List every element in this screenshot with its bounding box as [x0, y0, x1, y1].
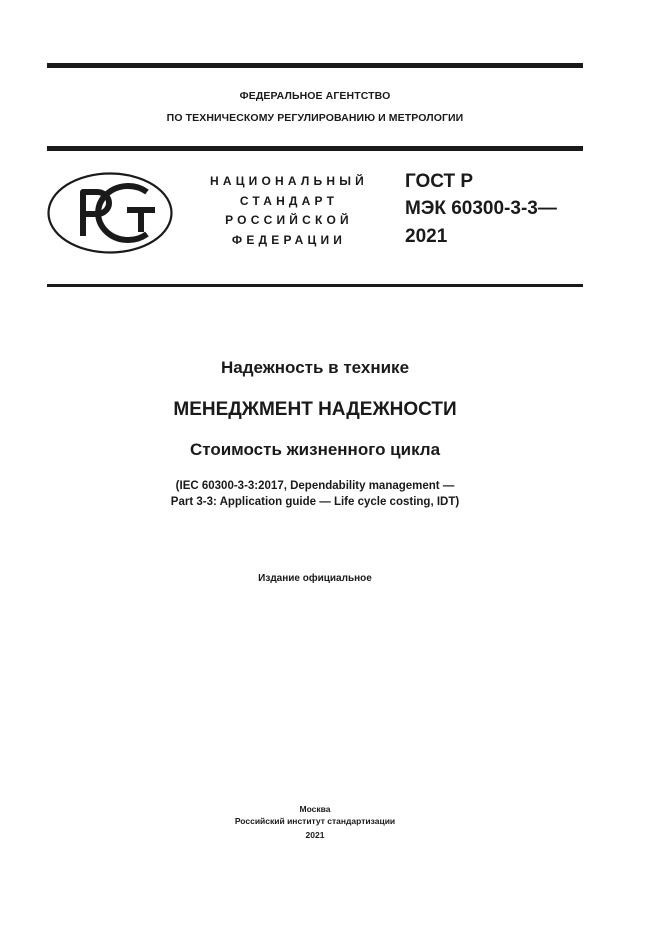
top-rule [47, 63, 583, 68]
middle-rule [47, 146, 583, 151]
publisher-city: Москва [299, 804, 331, 814]
national-standard-line-3: РОССИЙСКОЙ [225, 213, 353, 227]
agency-line-1: ФЕДЕРАЛЬНОЕ АГЕНТСТВО [239, 90, 391, 102]
sub-title: Стоимость жизненного цикла [189, 440, 441, 459]
agency-line-2: ПО ТЕХНИЧЕСКОМУ РЕГУЛИРОВАНИЮ И МЕТРОЛОГИИ [166, 112, 464, 124]
bottom-rule [47, 284, 583, 287]
national-standard-line-1: НАЦИОНАЛЬНЫЙ [209, 174, 369, 188]
rst-certification-mark-icon [47, 172, 173, 254]
publisher-year: 2021 [305, 830, 325, 840]
general-title: Надежность в технике [220, 358, 410, 377]
national-standard-line-2: СТАНДАРТ [239, 194, 339, 208]
publisher-name: Российский институт стандартизации [234, 816, 396, 826]
national-standard-line-4: ФЕДЕРАЦИИ [231, 233, 347, 247]
iec-reference-line-2: Part 3-3: Application guide — Life cycle costing, IDT) [170, 496, 460, 508]
edition-label: Издание официальное [258, 573, 372, 584]
standard-designation-line-3: 2021 [405, 226, 448, 247]
standard-designation-line-1: ГОСТ Р [405, 171, 474, 192]
standard-designation-line-2: МЭК 60300-3-3— [405, 198, 557, 219]
main-title: МЕНЕДЖМЕНТ НАДЕЖНОСТИ [173, 399, 457, 420]
iec-reference-line-1: (IEC 60300-3-3:2017, Dependability management — [175, 480, 455, 492]
